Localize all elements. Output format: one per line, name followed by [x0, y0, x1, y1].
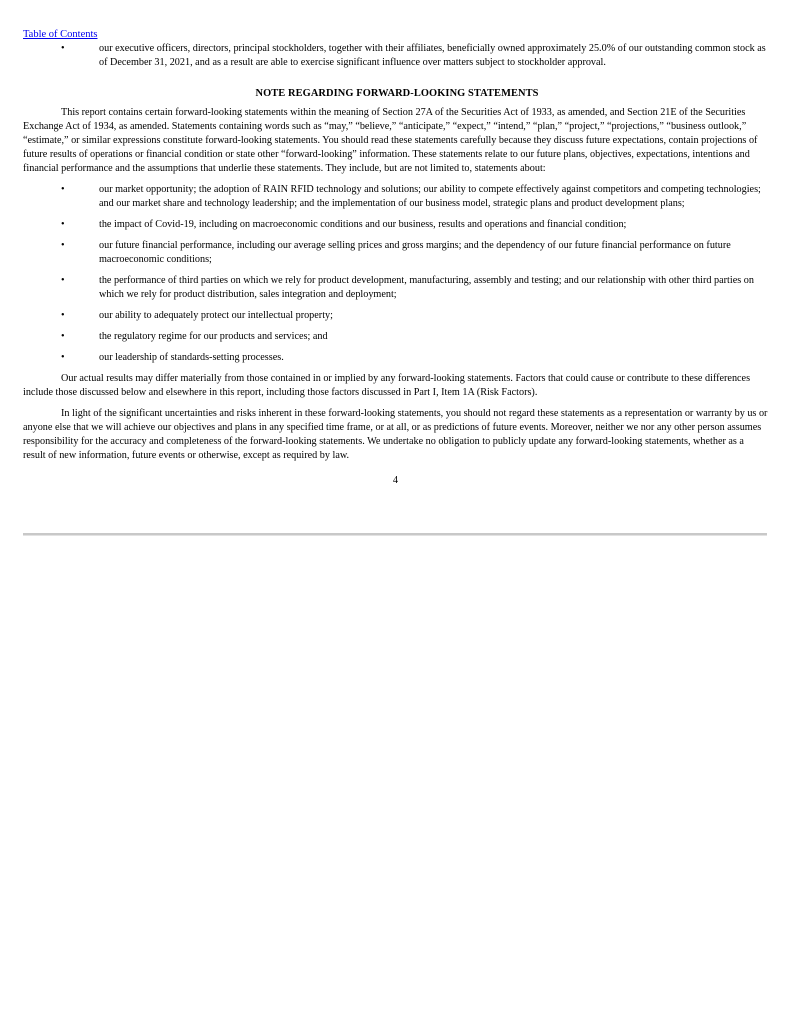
page-number: 4: [392, 475, 399, 486]
forward-looking-list: [23, 183, 768, 365]
document-page: [23, 28, 768, 488]
list-item: [23, 351, 768, 365]
bullet-icon: •: [61, 184, 65, 195]
bullet-icon: •: [61, 275, 65, 286]
bullet-icon: •: [61, 240, 65, 251]
list-item-text: our ability to adequately protect our intellectual property;: [99, 310, 333, 321]
bullet-icon: •: [61, 310, 65, 321]
list-item-text: our leadership of standards-setting processes.: [99, 352, 284, 363]
list-item-text: our market opportunity; the adoption of RAIN RFID technology and solutions; our ability to compete effectively against competitors and competing technologies; and our market share and technology leadership; and the implementation of our business model, strategic plans and product development plans;: [99, 184, 761, 209]
uncertainties-paragraph: In light of the significant uncertainties and risks inherent in these forward-looking statements, you should not regard these statements as a representation or warranty by us or anyone else that we will achieve our objectives and plans in any specified time frame, or at all, or as predictions of future events. Moreover, neither we nor any other person assumes responsibility for the accuracy and completeness of the forward-looking statements. We undertake no obligation to publicly update any forward-looking statements, whether as a result of new information, future events or otherwise, except as required by law.: [23, 408, 768, 461]
list-item: [23, 274, 768, 302]
bullet-icon: •: [61, 219, 65, 230]
list-item-text: the regulatory regime for our products and services; and: [99, 331, 328, 342]
list-item-text: our executive officers, directors, principal stockholders, together with their affiliates, beneficially owned approximately 25.0% of our outstanding common stock as of December 31, 2021, and as a result are able to exercise significant influence over matters subject to stockholder approval.: [99, 43, 766, 68]
list-item: [23, 239, 768, 267]
list-item: [23, 42, 768, 70]
list-item: [23, 330, 768, 344]
list-item: [23, 183, 768, 211]
list-item-text: our future financial performance, including our average selling prices and gross margins; and the dependency of our future financial performance on future macroeconomic conditions;: [99, 240, 731, 265]
list-item: [23, 218, 768, 232]
bullet-icon: •: [61, 331, 65, 342]
intro-paragraph: This report contains certain forward-looking statements within the meaning of Section 27A of the Securities Act of 1933, as amended, and Section 21E of the Securities Exchange Act of 1934, as amended. Statements containing words such as “may,” “believe,” “anticipate,” “expect,” “intend,” “plan,” “project,” “projections,” “business outlook,” “estimate,” or similar expressions constitute forward-looking statements. You should read these statements carefully because they discuss future expectations, contain projections of future results of operations or financial condition or state other “forward-looking” information. These statements relate to our future plans, objectives, expectations, intentions and financial performance and the assumptions that underlie these statements. They include, but are not limited to, statements about:: [23, 107, 758, 174]
table-of-contents-link[interactable]: Table of Contents: [23, 29, 98, 40]
bullet-icon: •: [61, 43, 65, 54]
section-heading: NOTE REGARDING FORWARD-LOOKING STATEMENTS: [255, 88, 539, 99]
bullet-icon: •: [61, 352, 65, 363]
list-item-text: the impact of Covid-19, including on macroeconomic conditions and our business, results and operations and financial condition;: [99, 219, 627, 230]
page-divider: [23, 533, 767, 536]
list-item: [23, 309, 768, 323]
actual-results-paragraph: Our actual results may differ materially from those contained in or implied by any forward-looking statements. Factors that could cause or contribute to these differences include those discussed below and elsewhere in this report, including those factors discussed in Part I, Item 1A (Risk Factors).: [23, 373, 751, 398]
list-item-text: the performance of third parties on which we rely for product development, manufacturing, assembly and testing; and our relationship with other third parties on which we rely for product distribution, sales integration and deployment;: [99, 275, 754, 300]
top-bullet-list: [23, 42, 768, 70]
